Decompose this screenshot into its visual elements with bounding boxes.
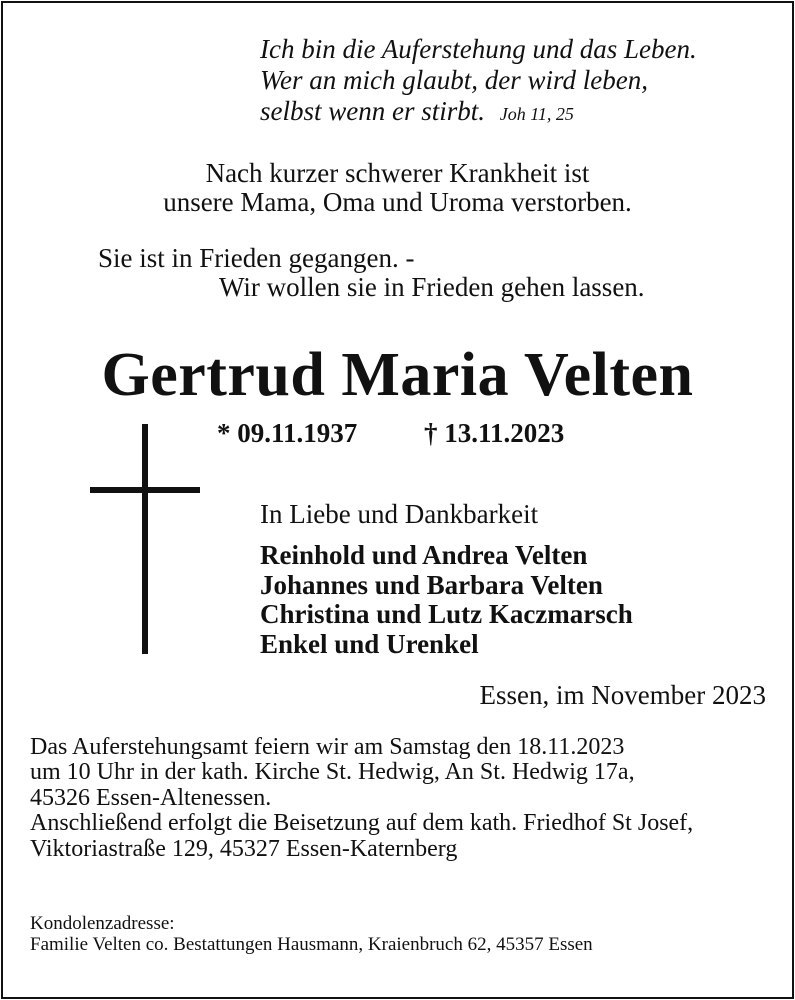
announcement-line-1: Nach kurzer schwerer Krankheit ist [205,158,590,188]
place-date: Essen, im November 2023 [479,680,766,710]
mourners-intro: In Liebe und Dankbarkeit [260,499,539,529]
verse-line-1: Ich bin die Auferstehung und das Leben. [260,34,697,64]
service-line-5: Viktoriastraße 129, 45327 Essen-Katernberg [30,836,458,862]
mourner-4: Enkel und Urenkel [260,629,479,659]
service-line-2: um 10 Uhr in der kath. Kirche St. Hedwig, An St. Hedwig 17a, [30,759,635,785]
service-line-4: Anschließend erfolgt die Beisetzung auf dem kath. Friedhof St Josef, [30,810,694,836]
condolence-label: Kondolenzadresse: [30,913,175,934]
verse-line-3 [260,96,574,130]
verse-text: selbst wenn er stirbt. [260,96,486,126]
verse-line-2: Wer an mich glaubt, der wird leben, [260,65,648,95]
cross-icon [142,424,148,654]
condolence-address: Familie Velten co. Bestattungen Hausmann, Kraienbruch 62, 45357 Essen [30,934,593,955]
cross-icon-bar [90,487,200,493]
announcement-line-2: unsere Mama, Oma und Uroma verstorben. [163,187,632,217]
mourner-1: Reinhold und Andrea Velten [260,540,588,570]
peace-line-1: Sie ist in Frieden gegangen. - [98,243,415,273]
service-line-3: 45326 Essen-Altenessen. [30,785,272,811]
birth-date: * 09.11.1937 [217,418,358,448]
mourner-2: Johannes und Barbara Velten [260,570,603,600]
peace-line-2: Wir wollen sie in Frieden gehen lassen. [219,272,645,302]
deceased-name: Gertrud Maria Velten [101,341,694,409]
mourner-3: Christina und Lutz Kaczmarsch [260,599,633,629]
death-date: † 13.11.2023 [424,418,565,448]
verse-reference: Joh 11, 25 [499,104,574,124]
service-line-1: Das Auferstehungsamt feiern wir am Samstag den 18.11.2023 [30,734,625,760]
